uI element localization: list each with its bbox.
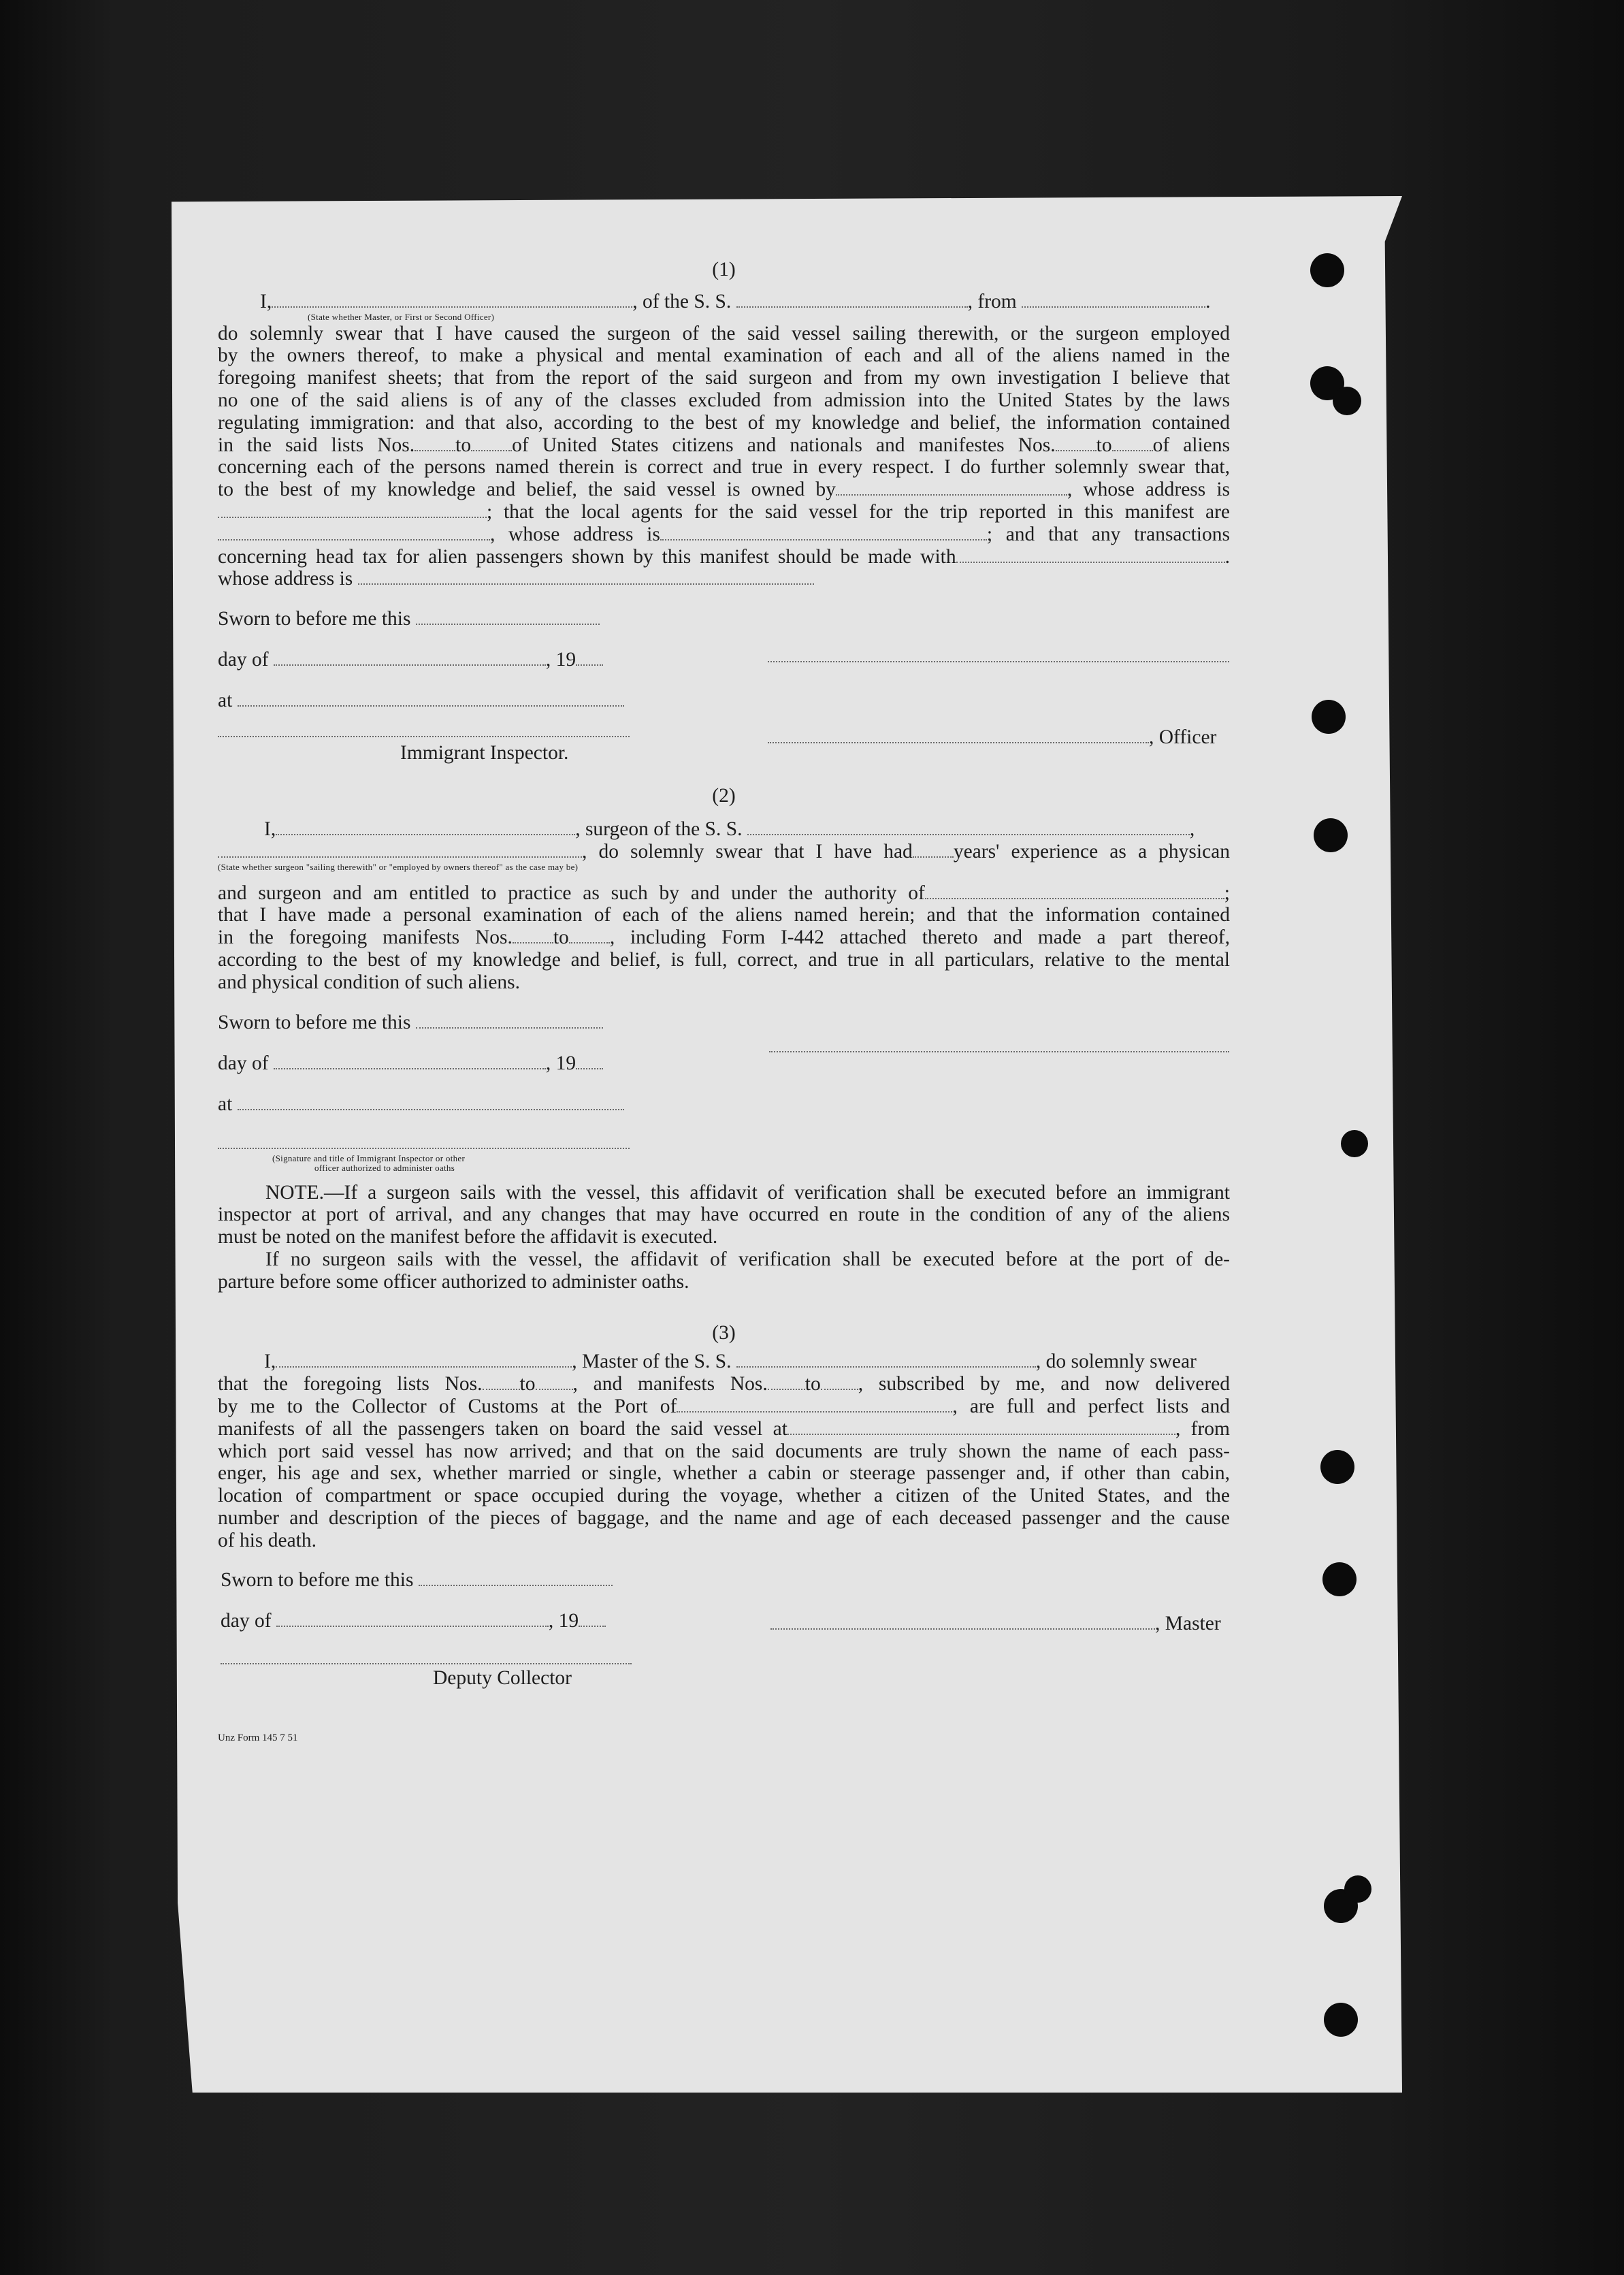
text: , do solemnly swear [1035, 1351, 1197, 1373]
day-of-line [218, 649, 603, 671]
head-tax-address-field[interactable] [358, 568, 814, 585]
form-content [218, 259, 1230, 1749]
punch-hole [1312, 700, 1346, 734]
oath-line: by the owners thereof, to make a physical and mental examination of each and all of the aliens named in the [218, 344, 1230, 367]
text: at [218, 1093, 233, 1115]
note-line: must be noted on the manifest before the affidavit is executed. [218, 1226, 718, 1248]
master-line [218, 1418, 1230, 1440]
master-signature-field[interactable] [770, 1613, 1155, 1630]
master-line [218, 1395, 1230, 1418]
text: in the said lists Nos. [218, 434, 415, 456]
oath-line: no one of the said aliens is of any of the classes excluded from admission into the United States by the laws [218, 389, 1230, 411]
text: , surgeon of the S. S. [575, 818, 743, 840]
manifest-no-from-field[interactable] [1056, 435, 1097, 451]
at-line [218, 1093, 624, 1116]
head-tax-contact-field[interactable] [956, 547, 1225, 563]
text: , Master [1155, 1613, 1221, 1635]
oath-line [218, 546, 1230, 568]
signature-block-3 [218, 1569, 1230, 1732]
note-line: If no surgeon sails with the vessel, the affidavit of verification shall be executed before at the port of de- [265, 1248, 1230, 1270]
sworn-line [221, 1569, 613, 1592]
text: , 19 [548, 1610, 579, 1632]
punch-hole [1341, 1130, 1368, 1157]
punch-hole [1320, 1450, 1354, 1484]
text: in the foregoing manifests Nos. [218, 926, 513, 949]
form-identifier: Unz Form 145 7 51 [218, 1732, 298, 1744]
text: Sworn to before me this [218, 608, 411, 630]
text: day of [221, 1610, 272, 1632]
note-line: NOTE.—If a surgeon sails with the vessel, this affidavit of verification shall be executed before an immigrant [265, 1181, 1230, 1204]
text: , do solemnly swear that I have had [582, 840, 913, 862]
inspector-signature-line[interactable] [218, 1134, 630, 1149]
text: , of the S. S. [632, 290, 732, 312]
section-3 [218, 1322, 1230, 1733]
text: that the foregoing lists Nos. [218, 1373, 483, 1395]
oath-line: foregoing manifest sheets; that from the report of the said surgeon and from my own investigation I believe that [218, 367, 1230, 389]
text: ; that the local agents for the said vessel for the trip reported in this manifest are [487, 500, 1230, 523]
text: to the best of my knowledge and belief, the said vessel is owned by [218, 479, 836, 501]
surgeon-line [218, 882, 1230, 905]
text: I, [260, 290, 272, 312]
oath-line [218, 523, 1230, 546]
officer-rank-field[interactable] [272, 291, 632, 308]
surgeon-vessel-field[interactable] [747, 819, 1190, 835]
text: day of [218, 1052, 269, 1074]
oath-line [218, 434, 1230, 457]
master-line: of his death. [218, 1529, 317, 1551]
inspector-title: Immigrant Inspector. [400, 742, 569, 764]
section-2 [218, 785, 1230, 1293]
sworn-date-field[interactable] [416, 609, 600, 625]
text: manifests of all the passengers taken on board the said vessel at [218, 1417, 787, 1440]
section-number: (2) [712, 785, 736, 807]
list-no-to-field[interactable] [471, 435, 512, 451]
at-line [218, 690, 624, 712]
text: concerning head tax for alien passengers shown by this manifest should be made with [218, 545, 956, 568]
punch-hole [1322, 1562, 1357, 1596]
surgeon-status-field[interactable] [218, 841, 582, 858]
master-line: which port said vessel has now arrived; and that on the said documents are truly shown the name of each pass- [218, 1440, 1230, 1462]
section-1 [218, 259, 1230, 771]
oath-line [218, 568, 1230, 590]
master-line: location of compartment or space occupied during the voyage, whether a citizen of the United States, and the [218, 1485, 1230, 1507]
day-of-line [221, 1610, 606, 1632]
manifests-to-field[interactable] [821, 1374, 858, 1390]
day-of-line [218, 1052, 603, 1075]
text: ; [1224, 882, 1230, 904]
year-field[interactable] [579, 1611, 606, 1627]
punch-hole [1344, 1875, 1371, 1903]
collector-signature-line[interactable] [221, 1649, 632, 1664]
text: , from [967, 290, 1017, 312]
manifest-to-field[interactable] [569, 927, 610, 943]
authority-field[interactable] [925, 883, 1224, 899]
text: , whose address is [490, 523, 660, 545]
agents-address-field[interactable] [660, 524, 987, 540]
sworn-date-field[interactable] [416, 1012, 603, 1029]
text: to [519, 1373, 536, 1395]
surgeon-line [218, 841, 1230, 863]
year-field[interactable] [576, 649, 603, 666]
text: and surgeon and am entitled to practice as such by and under the authority of [218, 882, 925, 904]
surgeon-name-field[interactable] [276, 819, 575, 835]
officer-signature-field[interactable] [768, 727, 1149, 743]
punch-hole [1324, 2003, 1358, 2037]
section-number: (1) [712, 259, 736, 280]
signature-block-2 [218, 1012, 1230, 1182]
text: , 19 [545, 649, 576, 671]
text: , are full and perfect lists and [952, 1395, 1230, 1417]
lists-to-field[interactable] [536, 1374, 573, 1390]
text: of United States citizens and nationals and manifestes Nos. [512, 434, 1056, 456]
text: , Officer [1149, 726, 1217, 749]
text: to [553, 926, 569, 949]
master-name-field[interactable] [276, 1351, 572, 1368]
text: by me to the Collector of Customs at the Port of [218, 1395, 677, 1417]
master-line: number and description of the pieces of baggage, and the name and age of each deceased passenger and the cause [218, 1506, 1230, 1529]
text: whose address is [218, 568, 353, 590]
text: I, [264, 1351, 276, 1373]
manifests-from-field[interactable] [768, 1374, 805, 1390]
note-line: parture before some officer authorized to administer oaths. [218, 1270, 689, 1293]
oath-line [218, 479, 1230, 501]
embarkation-port-field[interactable] [787, 1419, 1175, 1435]
years-experience-field[interactable] [913, 841, 954, 858]
oath-line [218, 501, 1230, 523]
signature-block-1 [218, 608, 1230, 771]
note-line: inspector at port of arrival, and any changes that may have occurred en route in the condition of any of the aliens [218, 1204, 1230, 1226]
signature-caption: officer authorized to administer oaths [314, 1162, 455, 1173]
owner-address-field[interactable] [218, 502, 487, 518]
surgeon-line: that I have made a personal examination of each of the aliens named herein; and that the information contained [218, 904, 1230, 926]
master-vessel-field[interactable] [736, 1351, 1036, 1368]
text: of aliens [1152, 434, 1231, 456]
punch-hole [1333, 387, 1361, 415]
surgeon-signature-line[interactable] [769, 1037, 1229, 1052]
manifest-no-to-field[interactable] [1112, 435, 1153, 451]
master-line [218, 1373, 1230, 1395]
text: . [1224, 545, 1230, 568]
note [218, 1182, 1230, 1293]
month-field[interactable] [274, 649, 546, 666]
section-number: (3) [712, 1321, 736, 1344]
text: , 19 [545, 1052, 576, 1074]
collector-title: Deputy Collector [433, 1667, 572, 1690]
year-field[interactable] [576, 1053, 603, 1069]
master-signature-line[interactable] [768, 647, 1229, 662]
field-caption: (State whether Master, or First or Second Officer) [308, 311, 495, 322]
agents-field[interactable] [218, 524, 490, 540]
lists-from-field[interactable] [483, 1374, 520, 1390]
text: . [1205, 290, 1211, 312]
sworn-date-field[interactable] [419, 1570, 613, 1586]
text: years' experience as a physican [953, 840, 1231, 862]
vessel-name-field[interactable] [736, 291, 968, 308]
port-from-field[interactable] [1022, 291, 1205, 308]
manifest-from-field[interactable] [513, 927, 553, 943]
sworn-line [218, 1012, 603, 1034]
text: , including Form I-442 attached thereto and made a part thereof, [609, 926, 1230, 949]
text: , [1189, 818, 1195, 840]
master-line: enger, his age and sex, whether married or single, whether a cabin or steerage passenger and, if other than cabin, [218, 1462, 1230, 1485]
punch-hole [1310, 253, 1344, 287]
text: Sworn to before me this [221, 1569, 414, 1592]
list-no-from-field[interactable] [415, 435, 455, 451]
text: at [218, 690, 233, 712]
punch-hole [1314, 818, 1348, 852]
oath-line: concerning each of the persons named therein is correct and true in every respect. I do further solemnly swear that, [218, 456, 1230, 479]
signature-caption: (Signature and title of Immigrant Inspector or other [272, 1152, 466, 1163]
port-field[interactable] [677, 1396, 952, 1413]
text: , whose address is [1067, 479, 1230, 501]
oath-header-line [218, 291, 1230, 313]
surgeon-line [218, 926, 1230, 949]
owner-field[interactable] [836, 479, 1067, 496]
oath-line: regulating immigration: and that also, according to the best of my knowledge and belief, the information contained [218, 411, 1230, 434]
text: I, [264, 818, 276, 840]
text: , subscribed by me, and now delivered [858, 1373, 1231, 1395]
surgeon-line: and physical condition of such aliens. [218, 971, 521, 993]
oath-line: do solemnly swear that I have caused the surgeon of the said vessel sailing therewith, or the surgeon employed [218, 322, 1230, 344]
officer-line [768, 726, 1216, 749]
inspector-signature-line[interactable] [218, 722, 630, 737]
text: to [805, 1373, 821, 1395]
surgeon-line [218, 818, 1230, 841]
month-field[interactable] [274, 1053, 546, 1069]
place-field[interactable] [238, 1094, 624, 1110]
surgeon-line: according to the best of my knowledge and belief, is full, correct, and true in all particulars, relative to the mental [218, 948, 1230, 971]
text: , Master of the S. S. [572, 1351, 732, 1373]
month-field[interactable] [276, 1611, 549, 1627]
place-field[interactable] [238, 690, 624, 707]
text: to [455, 434, 472, 456]
text: ; and that any transactions [986, 523, 1230, 545]
text: day of [218, 649, 269, 671]
text: to [1096, 434, 1112, 456]
master-line [218, 1351, 1230, 1373]
text: Sworn to before me this [218, 1011, 411, 1033]
text: , from [1175, 1417, 1231, 1440]
field-caption: (State whether surgeon "sailing therewith" or "employed by owners thereof" as the case may be) [218, 861, 579, 872]
master-sign-line [770, 1613, 1221, 1635]
sworn-line [218, 608, 600, 630]
text: , and manifests Nos. [572, 1373, 768, 1395]
